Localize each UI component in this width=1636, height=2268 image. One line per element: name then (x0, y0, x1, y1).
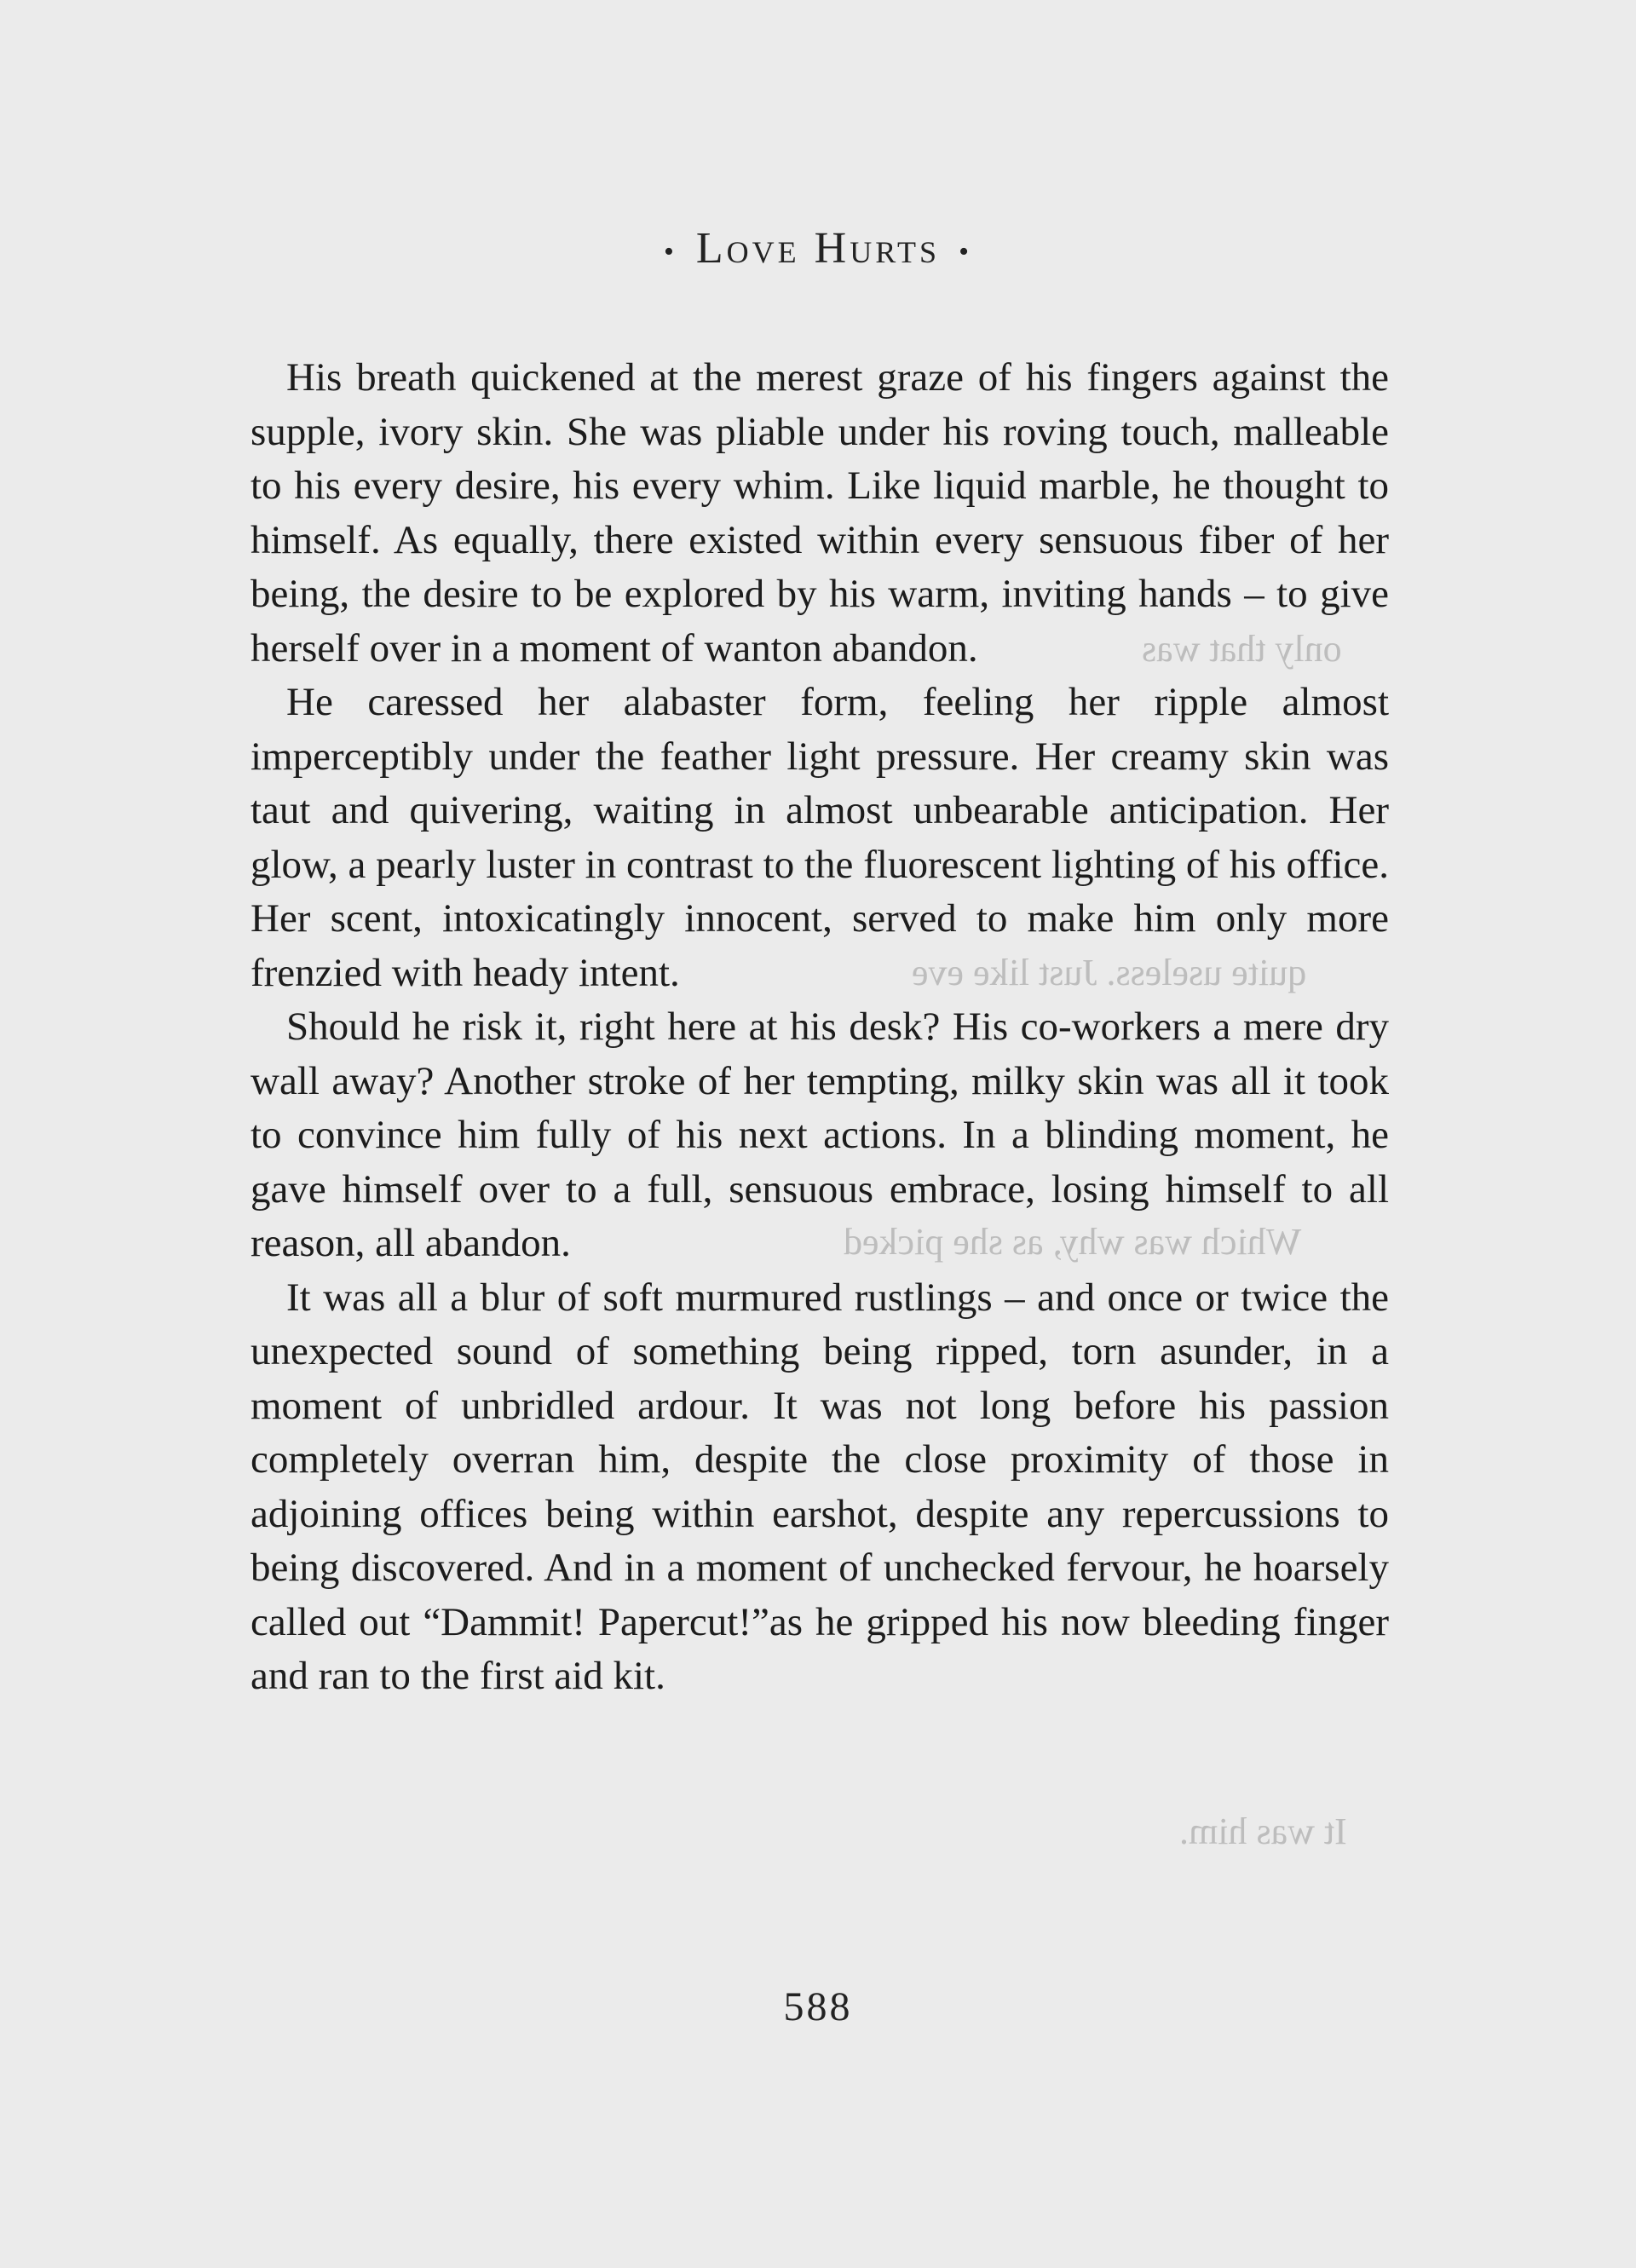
running-head-bullet-right: • (959, 236, 972, 268)
bleed-through-line: It was him. (1179, 1810, 1347, 1852)
running-head-bullet-left: • (664, 236, 677, 268)
running-head-title: Love Hurts (695, 224, 941, 273)
bleed-through-line: only that was (1142, 628, 1342, 670)
bleed-through-line: quite useless. Just like eve (912, 952, 1307, 993)
paragraph: His breath quickened at the merest graze of his fingers against the supple, ivory skin. She was pliable under his roving touch, malleable to his every desire, his every whim. Like liquid marble, he thought to himself. As equally, there existed within every sensuous fiber of her being, the desire to be explored by his warm, inviting hands – to give herself over in a moment of wanton abandon. (251, 355, 1389, 671)
paragraph: He caressed her alabaster form, feeling her ripple almost imperceptibly under the feather light pressure. Her creamy skin was taut and quivering, waiting in almost unbearable anticipation. Her glow, a pearly luster in contrast to the fluorescent lighting of his office. Her scent, intoxicatingly innocent, served to make him only more frenzied with heady intent. (251, 680, 1389, 995)
page-number: 588 (783, 1984, 853, 2029)
running-head (0, 223, 1636, 273)
paragraph: It was all a blur of soft murmured rustlings – and once or twice the unexpected sound of something being ripped, torn asunder, in a moment of unbridled ardour. It was not long before his passion completely overran him, despite the close proximity of those in adjoining offices being within earshot, despite any repercussions to being discovered. And in a moment of unchecked fervour, he hoarsely called out “Dammit! Papercut!”as he gripped his now bleeding finger and ran to the first aid kit. (251, 1275, 1389, 1698)
bleed-through-line: Which was why, as she picked (844, 1221, 1302, 1263)
body-text (251, 351, 1389, 1704)
paragraph: Should he risk it, right here at his desk? His co-workers a mere dry wall away? Another stroke of her tempting, milky skin was all it took to convince him fully of his next actions. In a blinding moment, he gave himself over to a full, sensuous embrace, losing himself to all reason, all abandon. (251, 1004, 1389, 1265)
